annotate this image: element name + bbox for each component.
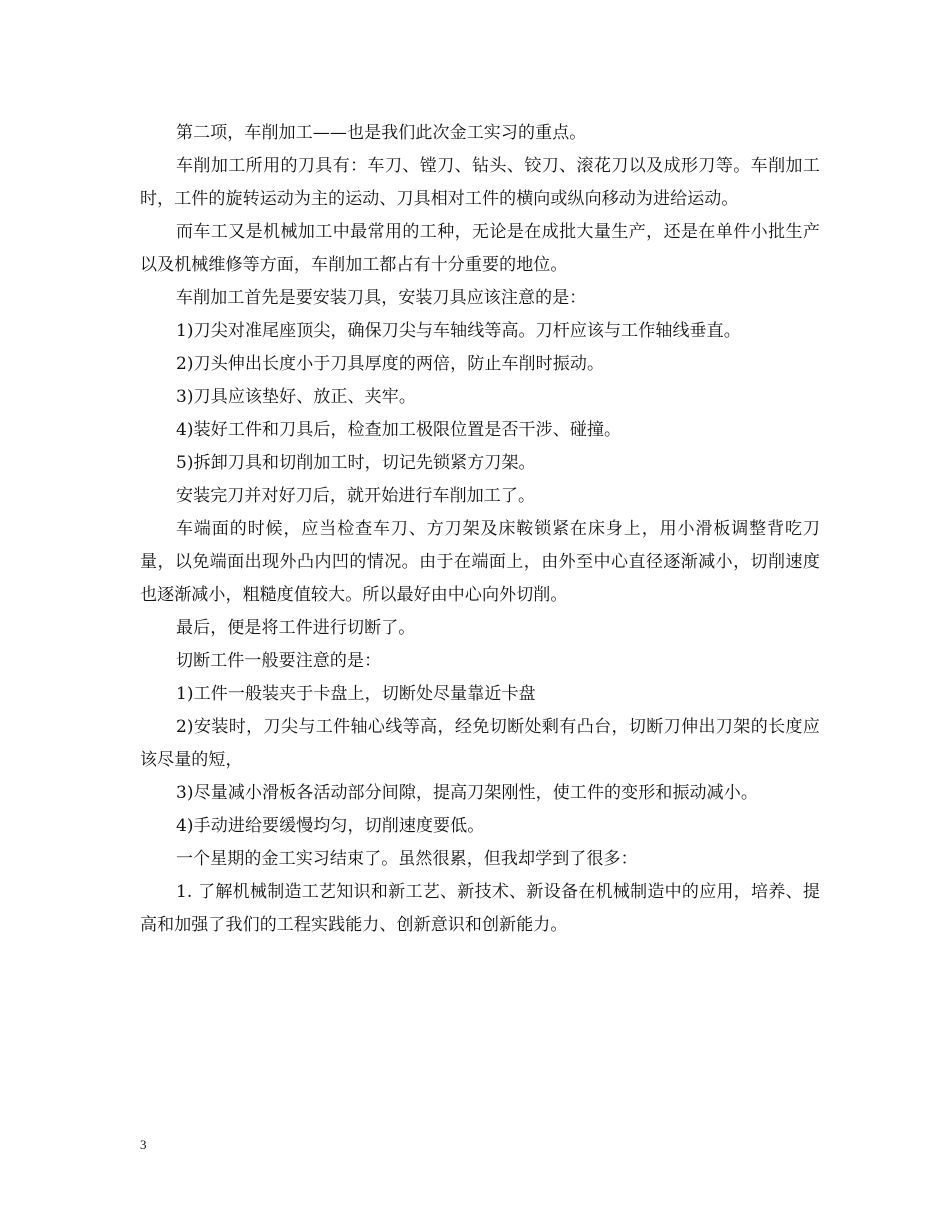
list-item: 3)刀具应该垫好、放正、夹牢。 <box>176 387 416 407</box>
list-item: 1)刀尖对准尾座顶尖，确保刀尖与车轴线等高。刀杆应该与工作轴线垂直。 <box>176 321 741 341</box>
list-item: 2)刀头伸出长度小于刀具厚度的两倍，防止车削时振动。 <box>176 354 605 374</box>
list-item: 5)拆卸刀具和切削加工时，切记先锁紧方刀架。 <box>176 453 536 473</box>
list-item: 4)装好工件和刀具后，检查加工极限位置是否干涉、碰撞。 <box>176 420 622 440</box>
paragraph: 一个星期的金工实习结束了。虽然很累，但我却学到了很多： <box>176 849 638 869</box>
list-item: 1. 了解机械制造工艺知识和新工艺、新技术、新设备在机械制造中的应用，培养、提高和加强了我们的工程实践能力、创新意识和创新能力。 <box>140 882 820 935</box>
list-item: 4)手动进给要缓慢均匀，切削速度要低。 <box>176 816 485 836</box>
paragraph: 最后，便是将工件进行切断了。 <box>176 618 416 638</box>
paragraph: 车端面的时候，应当检查车刀、方刀架及床鞍锁紧在床身上，用小滑板调整背吃刀量，以免端面出现外凸内凹的情况。由于在端面上，由外至中心直径逐渐减小，切削速度也逐渐减小，粗糙度值较大。所以最好由中心向外切削。 <box>140 519 820 605</box>
paragraph: 车削加工所用的刀具有：车刀、镗刀、钻头、铰刀、滚花刀以及成形刀等。车削加工时，工件的旋转运动为主的运动、刀具相对工件的横向或纵向移动为进给运动。 <box>140 156 820 209</box>
paragraph: 而车工又是机械加工中最常用的工种，无论是在成批大量生产，还是在单件小批生产以及机械维修等方面，车削加工都占有十分重要的地位。 <box>140 222 820 275</box>
list-item: 2)安装时，刀尖与工件轴心线等高，经免切断处剩有凸台，切断刀伸出刀架的长度应该尽量的短， <box>140 717 820 770</box>
document-body <box>140 117 820 942</box>
list-item: 1)工件一般装夹于卡盘上，切断处尽量靠近卡盘 <box>176 684 536 704</box>
paragraph: 切断工件一般要注意的是： <box>176 651 382 671</box>
page-number: 3 <box>140 1137 147 1152</box>
paragraph: 安装完刀并对好刀后，就开始进行车削加工了。 <box>176 486 536 506</box>
paragraph: 车削加工首先是要安装刀具，安装刀具应该注意的是： <box>176 288 587 308</box>
list-item: 3)尽量减小滑板各活动部分间隙，提高刀架刚性，使工件的变形和振动减小。 <box>176 783 758 803</box>
paragraph: 第二项，车削加工——也是我们此次金工实习的重点。 <box>176 123 587 143</box>
